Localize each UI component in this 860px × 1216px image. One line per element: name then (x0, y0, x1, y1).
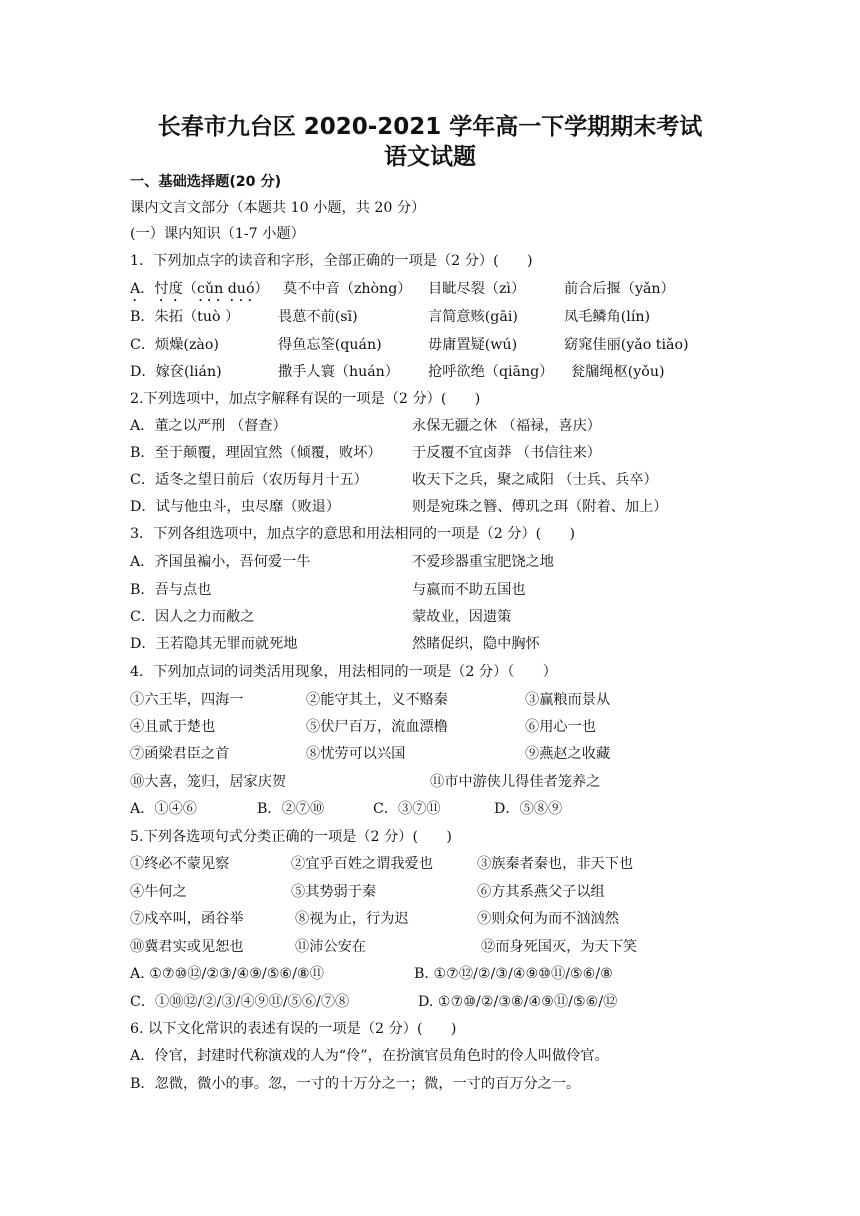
q2-b-1: B．至于颠覆，理固宜然（倾覆，败坏） (130, 445, 382, 461)
q5-option-a: A. ①⑦⑩⑫/②③/④⑨/⑤⑥/⑧⑪ (130, 966, 324, 982)
q1-b-4: 凤毛鳞角(lín) (564, 309, 651, 325)
q4-item-1: ①六王毕，四海一 (130, 692, 244, 708)
q5-item-2: ②宜乎百姓之谓我爱也 (291, 856, 433, 872)
q4-item-8: ⑧忧劳可以兴国 (306, 746, 406, 762)
q4-stem: 4．下列加点词的词类活用现象，用法相同的一项是（2 分）（ ） (130, 664, 557, 680)
q4-option-c: C．③⑦⑪ (373, 801, 441, 817)
exam-subtitle: 语文试题 (384, 144, 476, 170)
q5-item-6: ⑥方其系燕父子以组 (477, 884, 605, 900)
q1-d-4: 瓮牖绳枢(yǒu) (571, 364, 665, 380)
q1-d-2: 撒手人寰（huán） (278, 364, 399, 380)
q1-b-1: B．朱拓（tuò ） (130, 309, 240, 325)
q1-b-2: 畏葸不前(sī) (278, 309, 358, 325)
q3-b-2: 与嬴而不助五国也 (412, 582, 526, 598)
q1-a-1: A．忖度（cǔn duó） (130, 281, 269, 297)
q5-item-7: ⑦戍卒叫，函谷举 (130, 911, 244, 927)
q5-item-9: ⑨则众何为而不汹汹然 (477, 911, 619, 927)
q1-b-3: 言简意赅(gāi) (428, 309, 518, 325)
q2-d-2: 则是宛珠之簪、傅玑之珥（附着、加上） (412, 499, 668, 515)
q4-item-5: ⑤伏尸百万，流血漂橹 (306, 719, 448, 735)
q4-item-11: ⑪市中游侠儿得佳者笼养之 (430, 774, 601, 790)
q2-b-2: 于反覆不宜卤莽 （书信往来） (412, 445, 601, 461)
q5-option-c: C．①⑩⑫/②/③/④⑨⑪/⑤⑥/⑦⑧ (130, 994, 350, 1010)
q1-a-2: 莫不中音（zhòng） (283, 281, 412, 297)
q4-item-3: ③赢粮而景从 (525, 692, 611, 708)
q5-item-4: ④牛何之 (130, 884, 187, 900)
q3-stem: 3．下列各组选项中，加点字的意思和用法相同的一项是（2 分）( ) (130, 526, 576, 542)
q1-stem: 1．下列加点字的读音和字形，全部正确的一项是（2 分）( ) (130, 253, 533, 269)
q1-c-4: 窈窕佳丽(yǎo tiǎo) (564, 337, 689, 353)
q3-a-2: 不爱珍器重宝肥饶之地 (412, 554, 554, 570)
q5-item-1: ①终必不蒙见察 (130, 856, 230, 872)
q6-stem: 6. 以下文化常识的表述有误的一项是（2 分）( ) (130, 1021, 457, 1037)
q3-d-2: 然睹促织，隐中胸怀 (412, 636, 540, 652)
part-heading: (一）课内知识（1-7 小题） (130, 226, 305, 242)
exam-title: 长春市九台区 2020-2021 学年高一下学期期末考试 (157, 114, 703, 140)
q4-item-10: ⑩大喜，笼归，居家庆贺 (130, 774, 287, 790)
q2-d-1: D．试与他虫斗，虫尽靡（败退） (130, 499, 341, 515)
q4-item-2: ②能守其土，义不赂秦 (306, 692, 448, 708)
q5-option-b: B. ①⑦⑫/②/③/④⑨⑩⑪/⑤⑥/⑧ (414, 966, 613, 982)
q5-item-8: ⑧视为止，行为迟 (295, 911, 409, 927)
q5-option-d: D. ①⑦⑩/②/③⑧/④⑨⑪/⑤⑥/⑫ (418, 994, 618, 1010)
q5-item-3: ③族秦者秦也，非天下也 (477, 856, 634, 872)
q4-item-6: ⑥用心一也 (525, 719, 596, 735)
q1-a-3: 目眦尽裂（zì） (428, 281, 526, 297)
q5-item-10: ⑩冀君实或见恕也 (130, 939, 244, 955)
q2-a-2: 永保无疆之休 （福禄，喜庆） (412, 418, 601, 434)
q3-c-2: 蒙故业，因遗策 (412, 609, 512, 625)
q2-c-1: C．适冬之望日前后（农历每月十五） (130, 472, 368, 488)
q2-a-1: A．董之以严刑 （督查） (130, 418, 287, 434)
q5-item-12: ⑫而身死国灭，为天下笑 (481, 939, 638, 955)
section-heading: 一、基础选择题(20 分) (130, 174, 282, 190)
section-sub: 课内文言文部分（本题共 10 小题，共 20 分） (130, 200, 426, 216)
q3-a-1: A．齐国虽褊小，吾何爱一牛 (130, 554, 311, 570)
q4-option-d: D．⑤⑧⑨ (494, 801, 563, 817)
q3-c-1: C．因人之力而敝之 (130, 609, 255, 625)
q1-d-3: 抢呼欲绝（qiāng） (428, 364, 554, 380)
q2-stem: 2.下列选项中，加点字解释有误的一项是（2 分）( ) (130, 391, 481, 407)
q6-option-a: A．伶官，封建时代称演戏的人为“伶”，在扮演官员角色时的伶人叫做伶官。 (130, 1048, 609, 1064)
q3-b-1: B．吾与点也 (130, 582, 212, 598)
q5-stem: 5.下列各选项句式分类正确的一项是（2 分）( ) (130, 829, 452, 845)
q1-c-1: C．烦燥(zào) (130, 337, 219, 353)
q4-item-7: ⑦函梁君臣之首 (130, 746, 230, 762)
q4-option-a: A．①④⑥ (130, 801, 197, 817)
q3-d-1: D．王若隐其无罪而就死地 (130, 636, 298, 652)
q6-option-b: B．忽微，微小的事。忽，一寸的十万分之一；微，一寸的百万分之一。 (130, 1076, 581, 1092)
q4-option-b: B．②⑦⑩ (257, 801, 325, 817)
q1-c-2: 得鱼忘筌(quán) (278, 337, 382, 353)
q1-c-3: 毋庸置疑(wú) (428, 337, 518, 353)
q1-d-1: D．嫁奁(lián) (130, 364, 222, 380)
q5-item-11: ⑪沛公安在 (295, 939, 366, 955)
q1-a-4: 前合后揠（yǎn） (564, 281, 675, 297)
q2-c-2: 收天下之兵，聚之咸阳 （士兵、兵卒） (412, 472, 658, 488)
q4-item-4: ④且贰于楚也 (130, 719, 216, 735)
q5-item-5: ⑤其势弱于秦 (291, 884, 377, 900)
q4-item-9: ⑨燕赵之收藏 (525, 746, 611, 762)
